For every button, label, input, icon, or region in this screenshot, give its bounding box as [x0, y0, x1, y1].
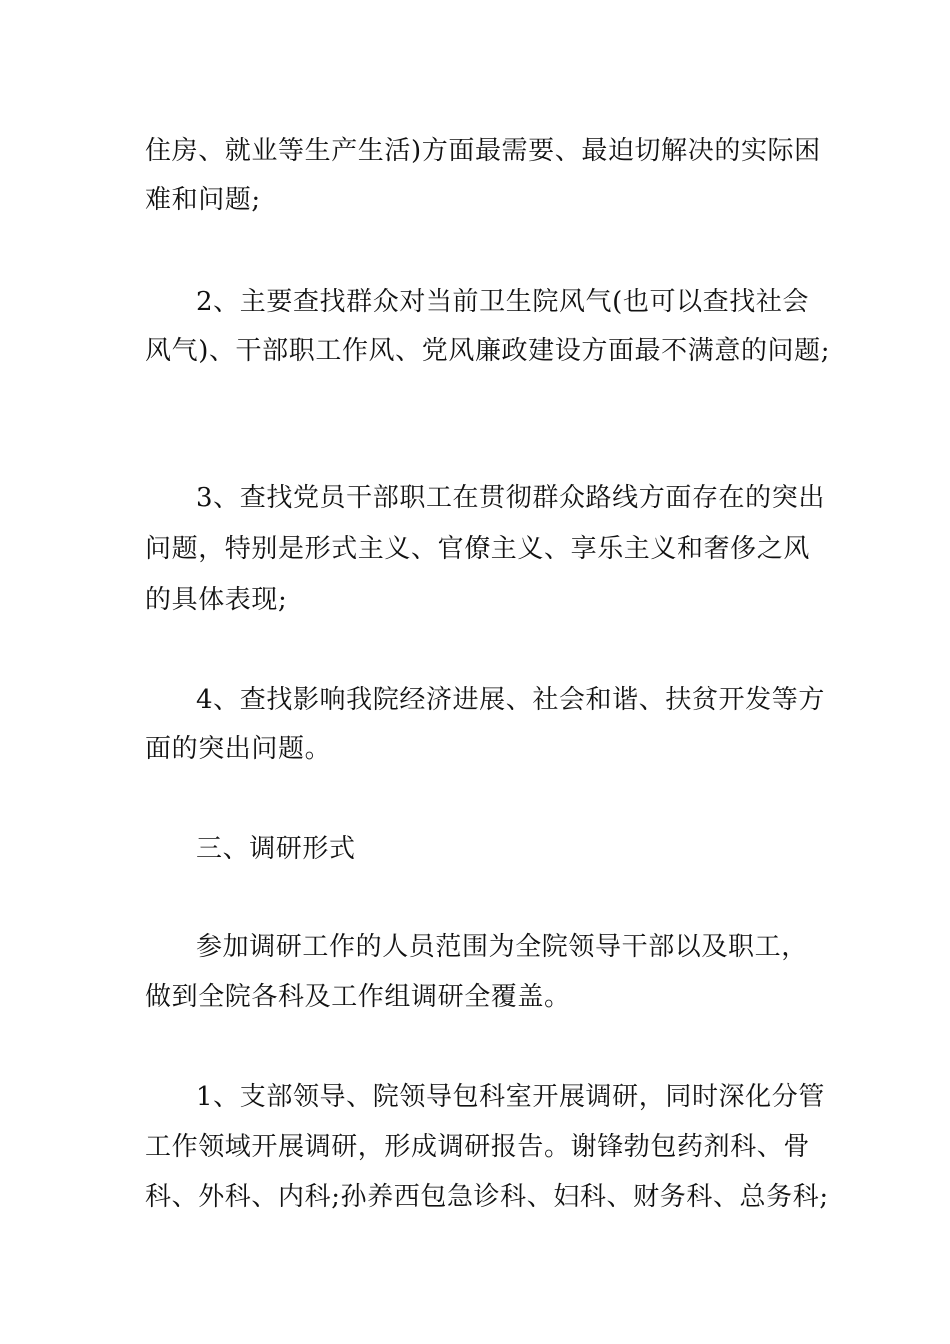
item-2-line-1: 2、主要查找群众对当前卫生院风气(也可以查找社会 [196, 287, 810, 317]
method-1-line-1: 1、支部领导、院领导包科室开展调研，同时深化分管 [196, 1082, 825, 1112]
method-1-line-3: 科、外科、内科;孙养西包急诊科、妇科、财务科、总务科; [145, 1182, 829, 1212]
item-3-line-2: 问题，特别是形式主义、官僚主义、享乐主义和奢侈之风 [145, 534, 811, 564]
method-1-line-2: 工作领域开展调研，形成调研报告。谢锋勃包药剂科、骨 [145, 1132, 811, 1162]
section-heading: 三、调研形式 [196, 834, 356, 864]
paragraph-1-line-2: 难和问题; [145, 185, 261, 215]
participants-line-2: 做到全院各科及工作组调研全覆盖。 [145, 982, 571, 1012]
participants-line-1: 参加调研工作的人员范围为全院领导干部以及职工， [196, 932, 808, 962]
paragraph-1-line-1: 住房、就业等生产生活)方面最需要、最迫切解决的实际困 [145, 136, 821, 166]
item-2-line-2: 风气)、干部职工作风、党风廉政建设方面最不满意的问题; [145, 336, 831, 366]
item-4-line-1: 4、查找影响我院经济进展、社会和谐、扶贫开发等方 [196, 685, 825, 715]
item-3-line-3: 的具体表现; [145, 585, 288, 615]
item-3-line-1: 3、查找党员干部职工在贯彻群众路线方面存在的突出 [196, 483, 825, 513]
item-4-line-2: 面的突出问题。 [145, 734, 332, 764]
